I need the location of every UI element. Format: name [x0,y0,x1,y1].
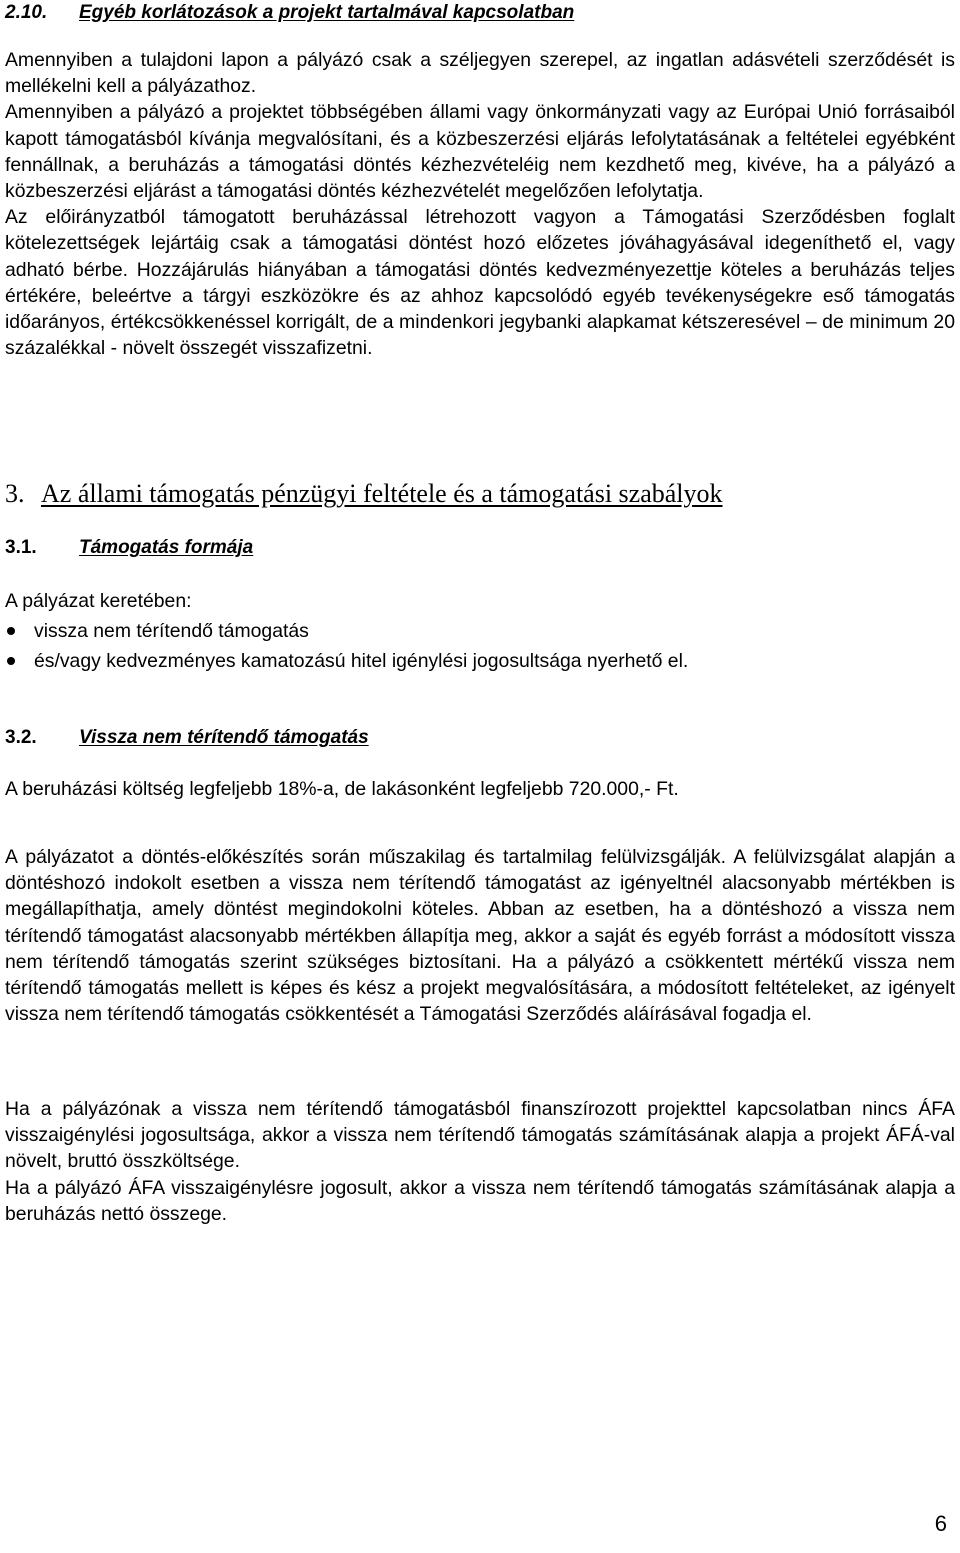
section-3-2-amount [5,776,955,802]
intro-text: A pályázat keretében: [5,590,192,612]
paragraph: Ha a pályázó ÁFA visszaigénylésre jogosult, akkor a vissza nem térítendő támogatás számításának alapja a beruházás nettó összege. [5,1176,955,1225]
section-heading-3-2 [5,725,369,751]
list-item [5,646,688,676]
chapter-number: 3. [5,479,25,508]
paragraph: A pályázatot a döntés-előkészítés során műszakilag és tartalmilag felülvizsgálják. A felülvizsgálat alapján a döntéshozó indokolt esetben a vissza nem térítendő támogatást az igényeltnél alacsonyabb mértékben is megállapíthatja, amely döntést megindokolni köteles. Abban az esetben, ha a döntéshozó a vissza nem térítendő támogatást alacsonyabb mértékben állapítja meg, akkor a saját és egyéb forrást a módosított vissza nem térítendő támogatás szerint szükséges biztosítani. Ha a pályázó a csökkentett mértékű vissza nem térítendő támogatás mellett is képes és kész a projekt megvalósítására, a módosított feltételeket, az igényelt vissza nem térítendő támogatás csökkentését a Támogatási Szerződés aláírásával fogadja el. [5,846,955,1026]
paragraph: Amennyiben a tulajdoni lapon a pályázó csak a széljegyen szerepel, az ingatlan adásvételi szerződését is mellékelni kell a pályázathoz. [5,49,955,98]
list-item-text: és/vagy kedvezményes kamatozású hitel igénylési jogosultsága nyerhető el. [34,650,689,672]
section-number: 2.10. [5,2,48,23]
section-heading-3-1 [5,535,253,561]
section-title: Támogatás formája [79,537,254,558]
paragraph: Amennyiben a pályázó a projektet többségében állami vagy önkormányzati vagy az Európai Unió forrásaiból kapott támogatásból kívánja megvalósítani, és a közbeszerzési eljárás lefolytatásának a feltételei egyébként fennállnak, a beruházás a támogatási döntés kézhezvételéig nem kezdhető meg, kivéve, ha a pályázó a közbeszerzési eljárást a támogatási döntés kézhezvételét megelőzően lefolytatja. [5,101,955,203]
paragraph: Ha a pályázónak a vissza nem térítendő támogatásból finanszírozott projekttel kapcsolatban nincs ÁFA visszaigénylési jogosultsága, akkor a vissza nem térítendő támogatás számításának alapja a projekt ÁFÁ-val növelt, bruttó összköltsége. [5,1098,955,1173]
bullet-icon [7,657,15,665]
section-number: 3.2. [5,727,37,748]
paragraph: Az előirányzatból támogatott beruházással létrehozott vagyon a Támogatási Szerződésben foglalt kötelezettségek lejártáig csak a támogatási döntést hozó előzetes jóváhagyásával idegeníthető el, vagy adható bérbe. Hozzájárulás hiányában a támogatási döntés kedvezményezettje köteles a beruházás teljes értékére, beleértve a tárgyi eszközökre és az ahhoz kapcsolódó egyéb tevékenységekre eső támogatás időarányos, értékcsökkenéssel korrigált, de a mindenkori jegybanki alapkamat kétszeresével – de minimum 20 százalékkal - növelt összegét visszafizetni. [5,206,955,360]
section-number: 3.1. [5,537,37,558]
list-item [5,616,688,646]
chapter-heading-3 [5,478,723,510]
section-3-1-intro [5,588,955,614]
section-heading-2-10 [5,0,574,26]
paragraph: A beruházási költség legfeljebb 18%-a, de lakásonként legfeljebb 720.000,- Ft. [5,778,679,800]
section-2-10-body [5,47,955,361]
section-title: Egyéb korlátozások a projekt tartalmával kapcsolatban [79,2,575,23]
section-3-2-review [5,844,955,1027]
chapter-title: Az állami támogatás pénzügyi feltétele és a támogatási szabályok [41,479,723,508]
page-number: 6 [934,1511,947,1536]
list-item-text: vissza nem térítendő támogatás [34,620,309,642]
document-page [5,0,955,1553]
support-form-list [5,616,688,676]
section-3-2-vat [5,1096,955,1227]
section-title: Vissza nem térítendő támogatás [79,727,369,748]
bullet-icon [7,627,15,635]
